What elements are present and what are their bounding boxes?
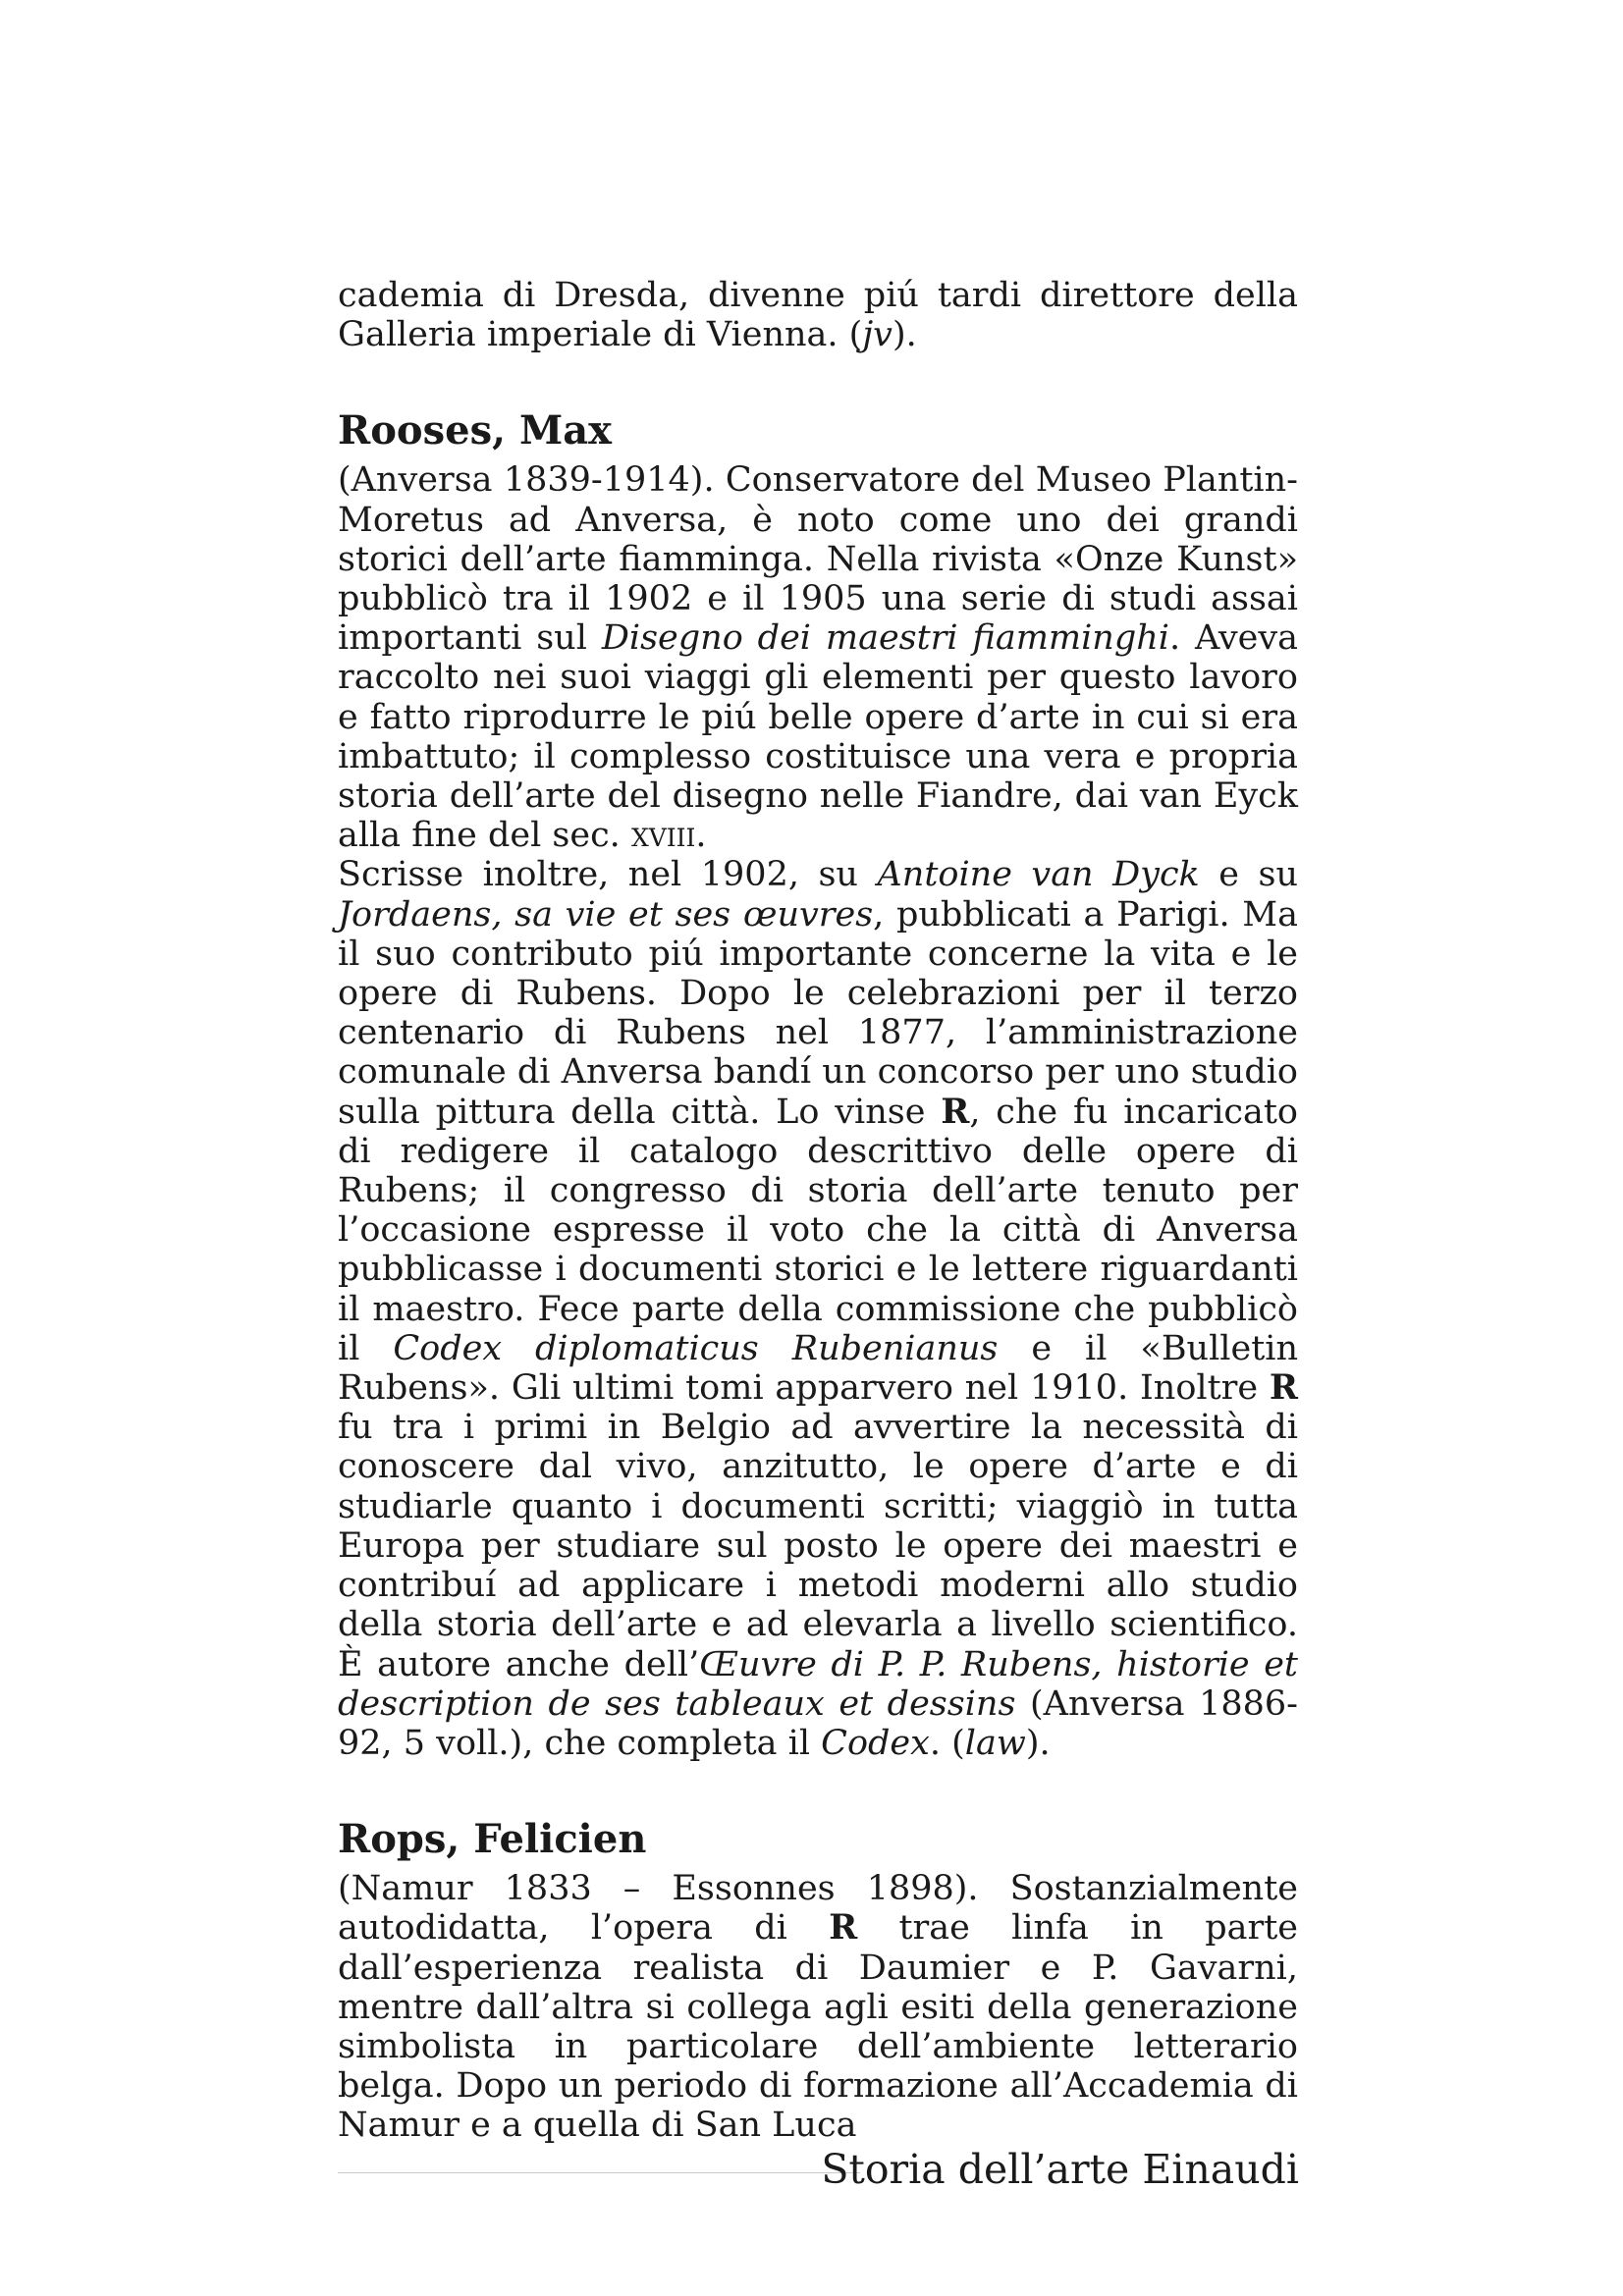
spacer: [338, 1763, 1298, 1816]
text-run: e il «Bulletin Rubens». Gli ultimi tomi apparvero nel 1910. Inoltre: [338, 1328, 1298, 1409]
text-run: , pubblicati a Parigi. Ma il suo contributo piú importante concerne la vita e le opere di Rubens. Dopo le celebrazioni per il terzo centenario di Rubens nel 1877, l’amministrazione comunale di Anversa bandí un concorso per uno studio sulla pittura della città. Lo vinse: [338, 894, 1299, 1132]
entry-paragraph: [338, 855, 1298, 1763]
work-title: Codex: [821, 1723, 930, 1763]
entry-paragraph: [338, 1869, 1298, 2145]
footer-rule: [338, 2172, 860, 2173]
work-title: Œuvre di P. P. Rubens, historie et description de ses tableaux et dessins: [338, 1644, 1298, 1724]
text-run: (Anversa 1839-1914). Conservatore del Museo Plantin-Moretus ad Anversa, è noto come uno dei grandi storici dell’arte fiamminga. Nella rivista «Onze Kunst» pubblicò tra il 1902 e il 1905 una serie di studi assai importanti sul: [338, 460, 1298, 659]
entry-paragraph: [338, 460, 1298, 855]
text-run: e su: [1199, 855, 1299, 895]
century-numeral: xviii: [630, 816, 696, 856]
text-run: (Namur 1833 – Essonnes 1898). Sostanzialmente autodidatta, l’opera di: [338, 1869, 1298, 1949]
text-run: fu tra i primi in Belgio ad avvertire la necessità di conoscere dal vivo, anzitutto, le opere d’arte e di studiarle quanto i documenti scritti; viaggiò in tutta Europa per studiare sul posto le opere dei maestri e contribuí ad applicare i metodi moderni allo studio della storia dell’arte e ad elevarla a livello scientifico. È autore anche dell’: [338, 1408, 1298, 1684]
work-title: Codex diplomaticus Rubenianus: [393, 1328, 999, 1368]
subject-initial: R: [1269, 1367, 1298, 1409]
entry-heading-rops: Rops, Felicien: [338, 1816, 647, 1863]
work-title: Jordaens, sa vie et ses œuvres: [338, 894, 874, 934]
author-initials: jv: [862, 315, 893, 355]
text-run: cademia di Dresda, divenne piú tardi direttore della Galleria imperiale di Vienna. (: [338, 276, 1298, 355]
subject-initial: R: [829, 1907, 858, 1949]
work-title: Disegno dei maestri fiamminghi: [601, 618, 1169, 659]
text-run: ).: [892, 315, 917, 355]
text-run: Scrisse inoltre, nel 1902, su: [338, 855, 878, 895]
text-run: (Anversa 1886-92, 5 voll.), che completa il: [338, 1683, 1299, 1763]
text-column: [338, 276, 1298, 2146]
author-initials: law: [964, 1723, 1026, 1763]
footer-title: Storia dell’arte Einaudi: [821, 2146, 1299, 2193]
work-title: Antoine van Dyck: [877, 855, 1200, 895]
text-run: . (: [929, 1723, 965, 1763]
text-run: trae linfa in parte dall’esperienza realista di Daumier e P. Gavarni, mentre dall’altra si collega agli esiti della generazione simbolista in particolare dell’ambiente letterario belga. Dopo un periodo di formazione all’Accademia di Namur e a quella di San Luca: [338, 1908, 1298, 2146]
text-run: , che fu incaricato di redigere il catalogo descrittivo delle opere di Rubens; il congresso di storia dell’arte tenuto per l’occasione espresse il voto che la città di Anversa pubblicasse i documenti storici e le lettere riguardanti il maestro. Fece parte della commissione che pubblicò il: [338, 1092, 1298, 1368]
spacer: [338, 354, 1298, 407]
text-run: .: [695, 816, 707, 856]
subject-initial: R: [941, 1091, 970, 1132]
text-run: ).: [1025, 1723, 1051, 1763]
text-run: . Aveva raccolto nei suoi viaggi gli elementi per questo lavoro e fatto riprodurre le piú belle opere d’arte in cui si era imbattuto; il complesso costituisce una vera e propria storia dell’arte del disegno nelle Fiandre, dai van Eyck alla fine del sec.: [338, 618, 1298, 856]
previous-entry-ending: [338, 276, 1298, 354]
entry-heading-rooses: Rooses, Max: [338, 407, 612, 454]
